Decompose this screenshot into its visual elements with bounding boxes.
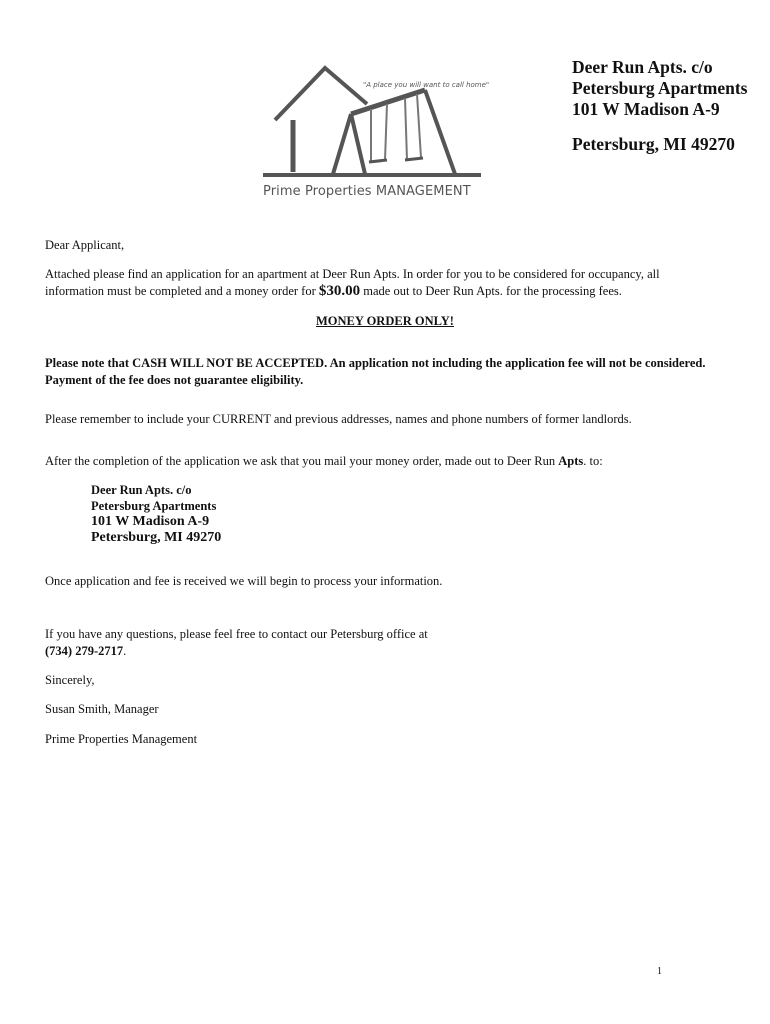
mailing-address	[91, 482, 221, 546]
company-logo	[255, 62, 490, 204]
salutation: Dear Applicant,	[45, 238, 125, 252]
paragraph-application	[45, 266, 685, 300]
mail-instructions-text-b: . to:	[583, 454, 603, 468]
cash-notice-line1: Please note that CASH WILL NOT BE ACCEPTED. An application not including the application fee will not be considered.	[45, 356, 706, 370]
fee-amount: $30.00	[318, 283, 361, 299]
office-phone: (734) 279-2717	[45, 644, 124, 658]
header-address-line1: Deer Run Apts. c/o	[572, 57, 713, 77]
mailing-address-line1: Deer Run Apts. c/o	[91, 483, 192, 497]
header-address	[572, 57, 747, 155]
signer-name: Susan Smith, Manager	[45, 702, 159, 716]
mailing-address-line4: Petersburg, MI 49270	[91, 530, 222, 545]
questions-paragraph	[45, 626, 735, 660]
mail-instructions-apts: Apts	[558, 454, 584, 468]
closing: Sincerely,	[45, 673, 95, 687]
questions-text: If you have any questions, please feel free to contact our Petersburg office at	[45, 627, 428, 641]
logo-tagline: "A place you will want to call home"	[363, 81, 490, 89]
cash-notice-line2: Payment of the fee does not guarantee eligibility.	[45, 373, 304, 387]
signer-company: Prime Properties Management	[45, 732, 198, 746]
cash-notice	[45, 355, 745, 389]
paragraph-application-text-b: made out to Deer Run Apts. for the processing fees.	[360, 284, 622, 298]
header-address-line3: 101 W Madison A-9	[572, 99, 720, 119]
processing-paragraph: Once application and fee is received we will begin to process your information.	[45, 574, 443, 588]
money-order-notice: MONEY ORDER ONLY!	[316, 314, 454, 328]
remember-paragraph: Please remember to include your CURRENT and previous addresses, names and phone numbers of former landlords.	[45, 412, 632, 426]
mail-instructions-text-a: After the completion of the application we ask that you mail your money order, made out to Deer Run	[45, 454, 559, 468]
header-address-line4: Petersburg, MI 49270	[572, 134, 735, 154]
office-phone-period: .	[123, 644, 127, 658]
mailing-address-line3: 101 W Madison A-9	[91, 514, 210, 529]
paragraph-application-text-a: Attached please find an application for an apartment at Deer Run Apts. In order for you to be considered for occupancy, all information must be completed and a money order for	[45, 267, 660, 298]
mailing-address-line2: Petersburg Apartments	[91, 499, 217, 513]
logo-company-name: Prime Properties MANAGEMENT	[263, 184, 471, 199]
page-number: 1	[657, 966, 662, 977]
header-address-line2: Petersburg Apartments	[572, 78, 748, 98]
mail-instructions	[45, 453, 735, 470]
